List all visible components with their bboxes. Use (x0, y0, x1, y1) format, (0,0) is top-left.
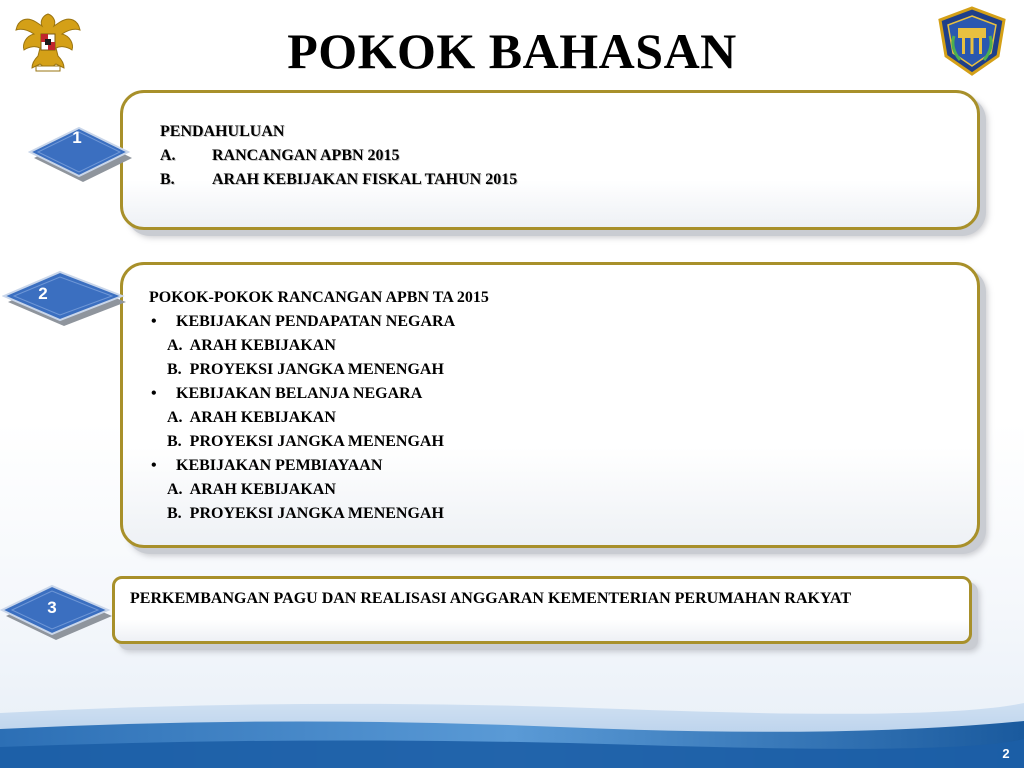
item-letter: A. (160, 147, 176, 164)
section-1-number: 1 (72, 128, 82, 147)
sub-item: A. ARAH KEBIJAKAN (167, 337, 336, 354)
section-1-content (160, 120, 517, 192)
section-2-number: 2 (38, 284, 48, 303)
section-3-badge (0, 582, 110, 642)
section-1-badge (28, 124, 138, 184)
section-2-heading: POKOK-POKOK RANCANGAN APBN TA 2015 (149, 289, 489, 306)
bullet: • (151, 457, 157, 474)
section-1-item (160, 168, 517, 192)
slide-title: POKOK BAHASAN (287, 23, 737, 79)
bullet-item (149, 454, 489, 478)
bullet: • (151, 385, 157, 402)
bullet-item (149, 310, 489, 334)
sub-item: A. ARAH KEBIJAKAN (167, 481, 336, 498)
item-letter: B. (160, 171, 175, 188)
sub-item: B. PROYEKSI JANGKA MENENGAH (167, 433, 444, 450)
section-1-item (160, 144, 517, 168)
sub-item: B. PROYEKSI JANGKA MENENGAH (167, 361, 444, 378)
item-text: RANCANGAN APBN 2015 (212, 147, 400, 164)
section-3-text: PERKEMBANGAN PAGU DAN REALISASI ANGGARAN KEMENTERIAN PERUMAHAN RAKYAT (130, 590, 852, 607)
page-number: 2 (1002, 746, 1010, 761)
section-2-badge (2, 268, 112, 328)
footer-wave (0, 695, 1024, 768)
item-text: ARAH KEBIJAKAN FISKAL TAHUN 2015 (212, 171, 518, 188)
section-2-content (149, 286, 489, 526)
section-1-heading: PENDAHULUAN (160, 123, 285, 140)
sub-item: A. ARAH KEBIJAKAN (167, 409, 336, 426)
bullet-text: KEBIJAKAN PENDAPATAN NEGARA (176, 313, 456, 330)
section-3-number: 3 (47, 598, 57, 617)
bullet-text: KEBIJAKAN PEMBIAYAAN (176, 457, 383, 474)
bullet-item (149, 382, 489, 406)
bullet: • (151, 313, 157, 330)
sub-item: B. PROYEKSI JANGKA MENENGAH (167, 505, 444, 522)
bullet-text: KEBIJAKAN BELANJA NEGARA (176, 385, 423, 402)
